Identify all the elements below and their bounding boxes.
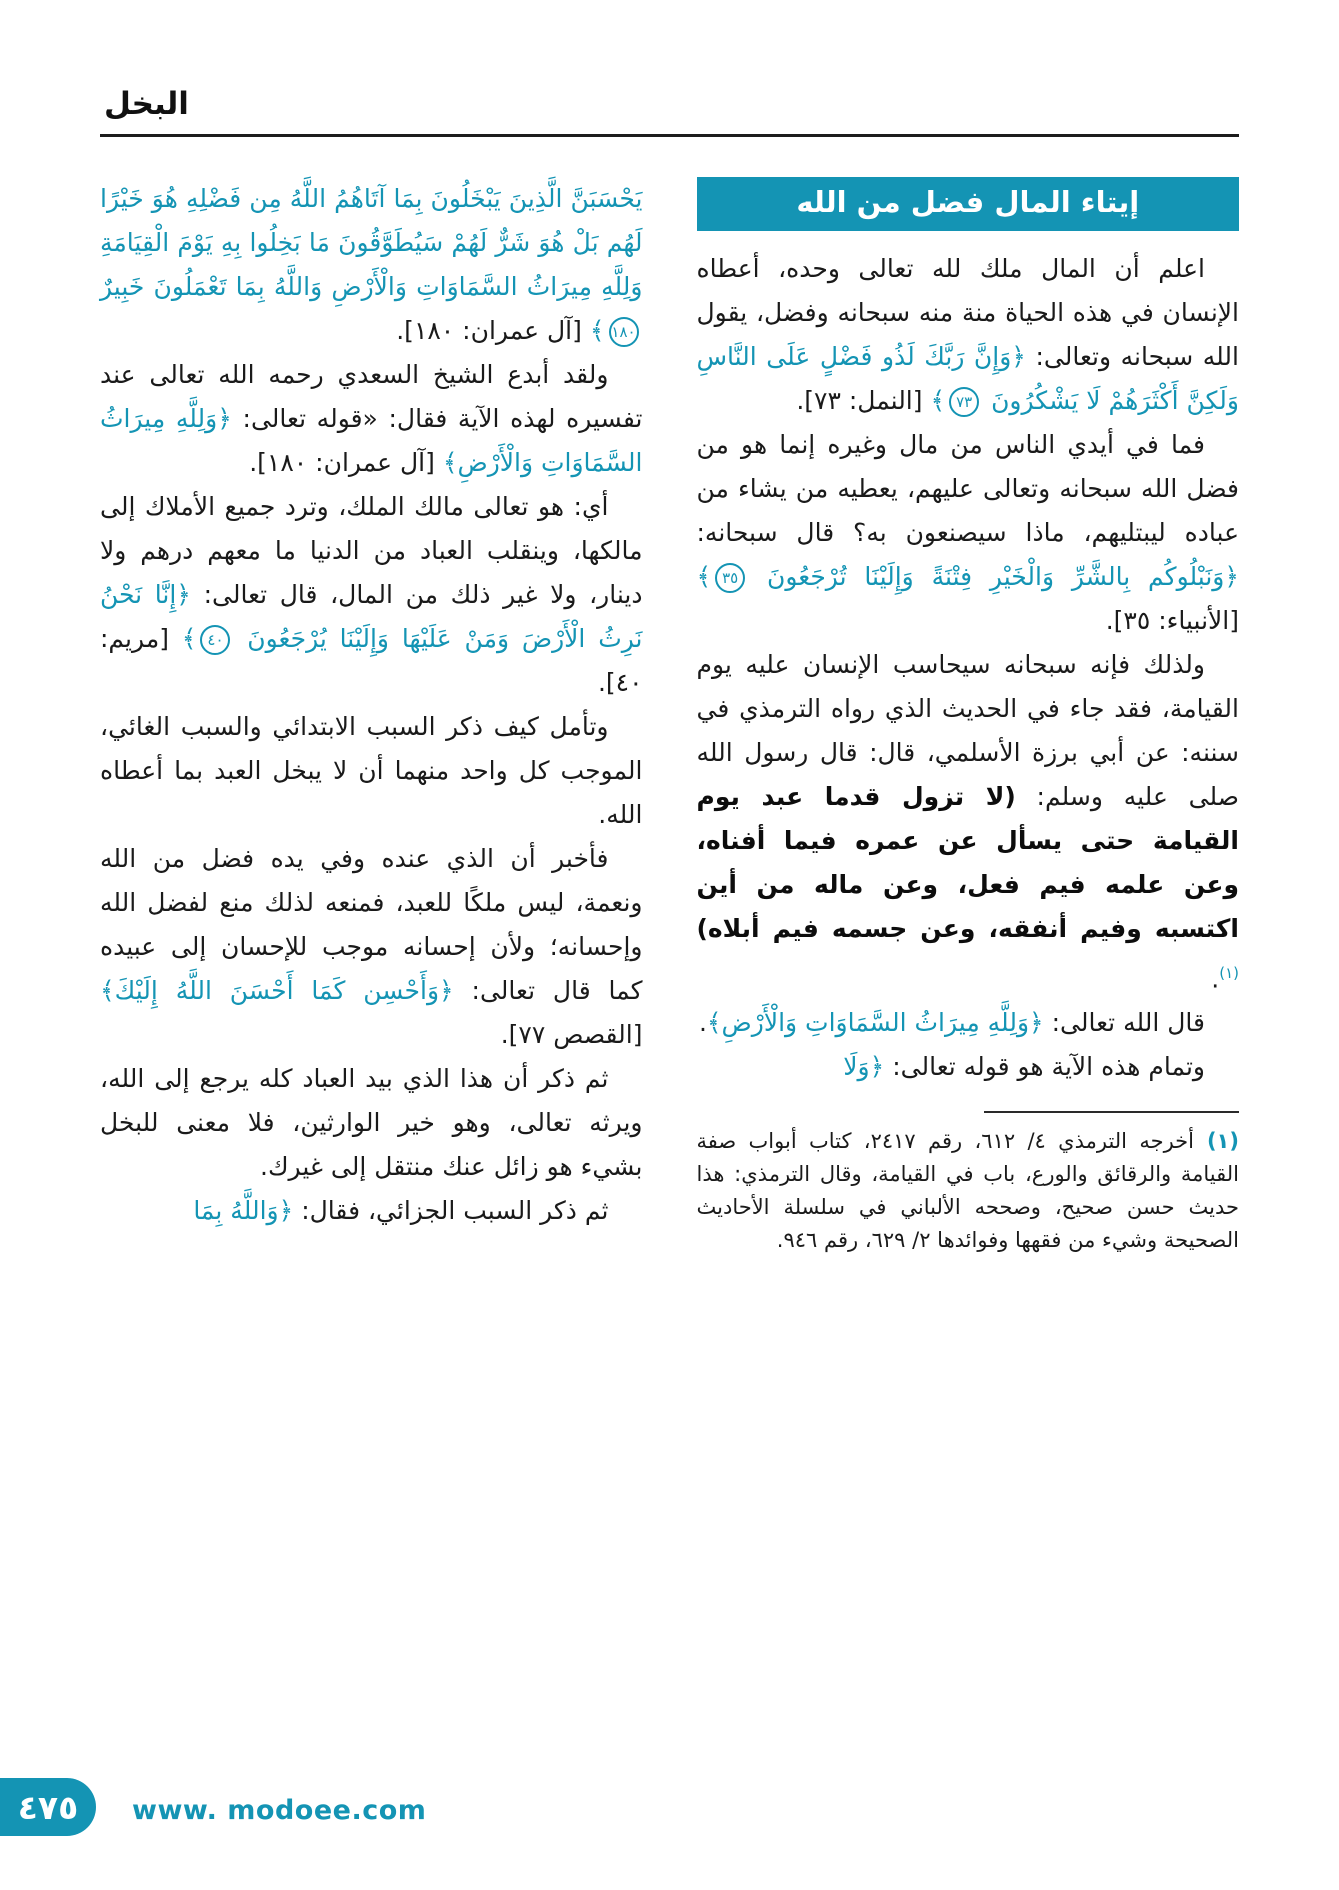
text-run: ثم ذكر أن هذا الذي بيد العباد كله يرجع إلى الله، ويرثه تعالى، وهو خير الوارثين، فلا معنى للبخل بشيء هو زائل عنك منتقل إلى غيرك. [100,1064,643,1181]
paragraph [697,1001,1240,1045]
footnote-marker: (١) [1193,1129,1239,1154]
paragraph [100,1057,643,1189]
quran-verse: ﴾ [696,562,712,591]
footnote-text: أخرجه الترمذي ٤/ ٦١٢، رقم ٢٤١٧، كتاب أبواب صفة القيامة والرقائق والورع، باب في القيامة، وقال الترمذي: هذا حديث حسن صحيح، وصححه الألباني في سلسلة الأحاديث الصحيحة وشيء من فقهها وفوائدها ٢/ ٦٢٩، رقم ٩٤٦. [696,1129,1239,1253]
website-url: www. modoee.com [132,1795,427,1826]
text-run: فما في أيدي الناس من مال وغيره إنما هو من فضل الله سبحانه وتعالى عليهم، يعطيه من يشاء من عباده ليبتليهم، ماذا سيصنعون به؟ قال سبحانه: [696,430,1239,547]
quran-verse: ﴾ [930,386,946,415]
text-run: أي: هو تعالى مالك الملك، وترد جميع الأملاك إلى مالكها، وينقلب العباد من الدنيا ما معهم درهم ولا دينار، ولا غير ذلك من المال، قال تعالى: [100,492,643,609]
quran-verse: يَحْسَبَنَّ الَّذِينَ يَبْخَلُونَ بِمَا آتَاهُمُ اللَّهُ مِن فَضْلِهِ هُوَ خَيْرًا لَهُم بَلْ هُوَ شَرٌّ لَهُمْ سَيُطَوَّقُونَ مَا بَخِلُوا بِهِ يَوْمَ الْقِيَامَةِ وَلِلَّهِ مِيرَاثُ السَّمَاوَاتِ وَالْأَرْضِ وَاللَّهُ بِمَا تَعْمَلُونَ خَبِيرٌ [100,184,643,301]
quran-verse: ﴿وَإِنَّ رَبَّكَ لَذُو فَضْلٍ عَلَى النَّاسِ وَلَكِنَّ أَكْثَرَهُمْ لَا يَشْكُرُونَ [696,342,1239,415]
column-right [697,177,1240,1257]
ayah-number-badge: ٧٣ [949,387,979,417]
paragraph [697,247,1240,423]
page-number: ٤٧٥ [17,1787,79,1827]
quran-verse: ﴿وَلَا [843,1052,885,1082]
quran-verse: ﴿وَأَحْسِن كَمَا أَحْسَنَ اللَّهُ إِلَيْكَ﴾ [100,976,454,1005]
footnote-body [697,1125,1240,1257]
paragraph [100,485,643,705]
paragraph [100,177,643,353]
paragraph [100,353,643,485]
paragraph [100,705,643,837]
section-title: إيتاء المال فضل من الله [796,185,1140,219]
text-run: قال الله تعالى: [1043,1008,1205,1038]
page-header [100,86,1239,137]
text-run: [آل عمران: ١٨٠]. [396,316,590,345]
column-right-body [697,247,1240,1089]
text-run: (لا تزول قدما عبد يوم القيامة حتى يسأل عن عمره فيما أفناه، وعن علمه فيم فعل، وعن ماله من أين اكتسبه وفيم أنفقه، وعن جسمه فيم أبلاه) [696,782,1239,943]
text-run: وتأمل كيف ذكر السبب الابتدائي والسبب الغائي، الموجب كل واحد منهما أن لا يبخل العبد بما أعطاه الله. [100,712,643,829]
text-run: . [698,1008,707,1038]
paragraph [697,423,1240,643]
quran-verse: ﴿وَنَبْلُوكُم بِالشَّرِّ وَالْخَيْرِ فِتْنَةً وَإِلَيْنَا تُرْجَعُونَ [749,562,1239,591]
text-run: . [1211,964,1220,994]
paragraph [697,1045,1240,1089]
ayah-number-badge: ٤٠ [200,625,230,655]
quran-verse: ﴿وَلِلَّهِ مِيرَاثُ السَّمَاوَاتِ وَالْأَرْضِ﴾ [100,404,643,477]
footnote [697,1111,1240,1257]
column-left-body [100,177,643,1233]
text-run: اعلم أن المال ملك لله تعالى وحده، أعطاه الإنسان في هذه الحياة منة منه سبحانه وفضل، يقول الله سبحانه وتعالى: [696,254,1239,371]
paragraph [100,1189,643,1233]
quran-verse: ﴿وَاللَّهُ بِمَا [193,1196,294,1225]
two-column-content [100,177,1239,1257]
paragraph [697,643,1240,1001]
text-run: [النمل: ٧٣]. [796,386,931,415]
quran-verse: ﴿وَلِلَّهِ مِيرَاثُ السَّمَاوَاتِ وَالْأَرْضِ﴾ [706,1008,1044,1038]
section-title-box [697,177,1240,231]
text-run: ولقد أبدع الشيخ السعدي رحمه الله تعالى عند تفسيره لهذه الآية فقال: «قوله تعالى: [100,360,643,433]
text-run: [الأنبياء: ٣٥]. [1105,606,1239,635]
quran-verse: ﴾ [589,316,605,345]
ayah-number-badge: ٣٥ [715,563,745,593]
paragraph [100,837,643,1057]
column-left [100,177,643,1257]
text-run: وتمام هذه الآية هو قوله تعالى: [884,1052,1205,1082]
page-number-tab [0,1778,96,1836]
quran-verse: ﴾ [181,624,197,653]
footnote-separator-rule [984,1111,1239,1113]
footnote-item [697,1125,1240,1257]
text-run: [مريم: ٤٠]. [100,624,643,697]
ayah-number-badge: ١٨٠ [609,317,639,347]
text-run: ولذلك فإنه سبحانه سيحاسب الإنسان عليه يوم القيامة، فقد جاء في الحديث الذي رواه الترمذي في سننه: عن أبي برزة الأسلمي، قال: قال رسول الله صلى عليه وسلم: [696,650,1240,811]
text-run: [آل عمران: ١٨٠]. [249,448,443,477]
quran-verse: ﴿إِنَّا نَحْنُ نَرِثُ الْأَرْضَ وَمَنْ عَلَيْهَا وَإِلَيْنَا يُرْجَعُونَ [100,580,643,653]
page-header-title: البخل [104,86,189,122]
footnote-ref-marker: (١) [1219,964,1239,982]
text-run: [القصص ٧٧]. [500,1020,643,1049]
text-run: فأخبر أن الذي عنده وفي يده فضل من الله ونعمة، ليس ملكًا للعبد، فمنعه لذلك منع لفضل الله وإحسانه؛ ولأن إحسانه موجب للإحسان إلى عبيده كما قال تعالى: [100,844,643,1005]
header-rule [100,134,1239,137]
text-run: ثم ذكر السبب الجزائي، فقال: [293,1196,609,1225]
